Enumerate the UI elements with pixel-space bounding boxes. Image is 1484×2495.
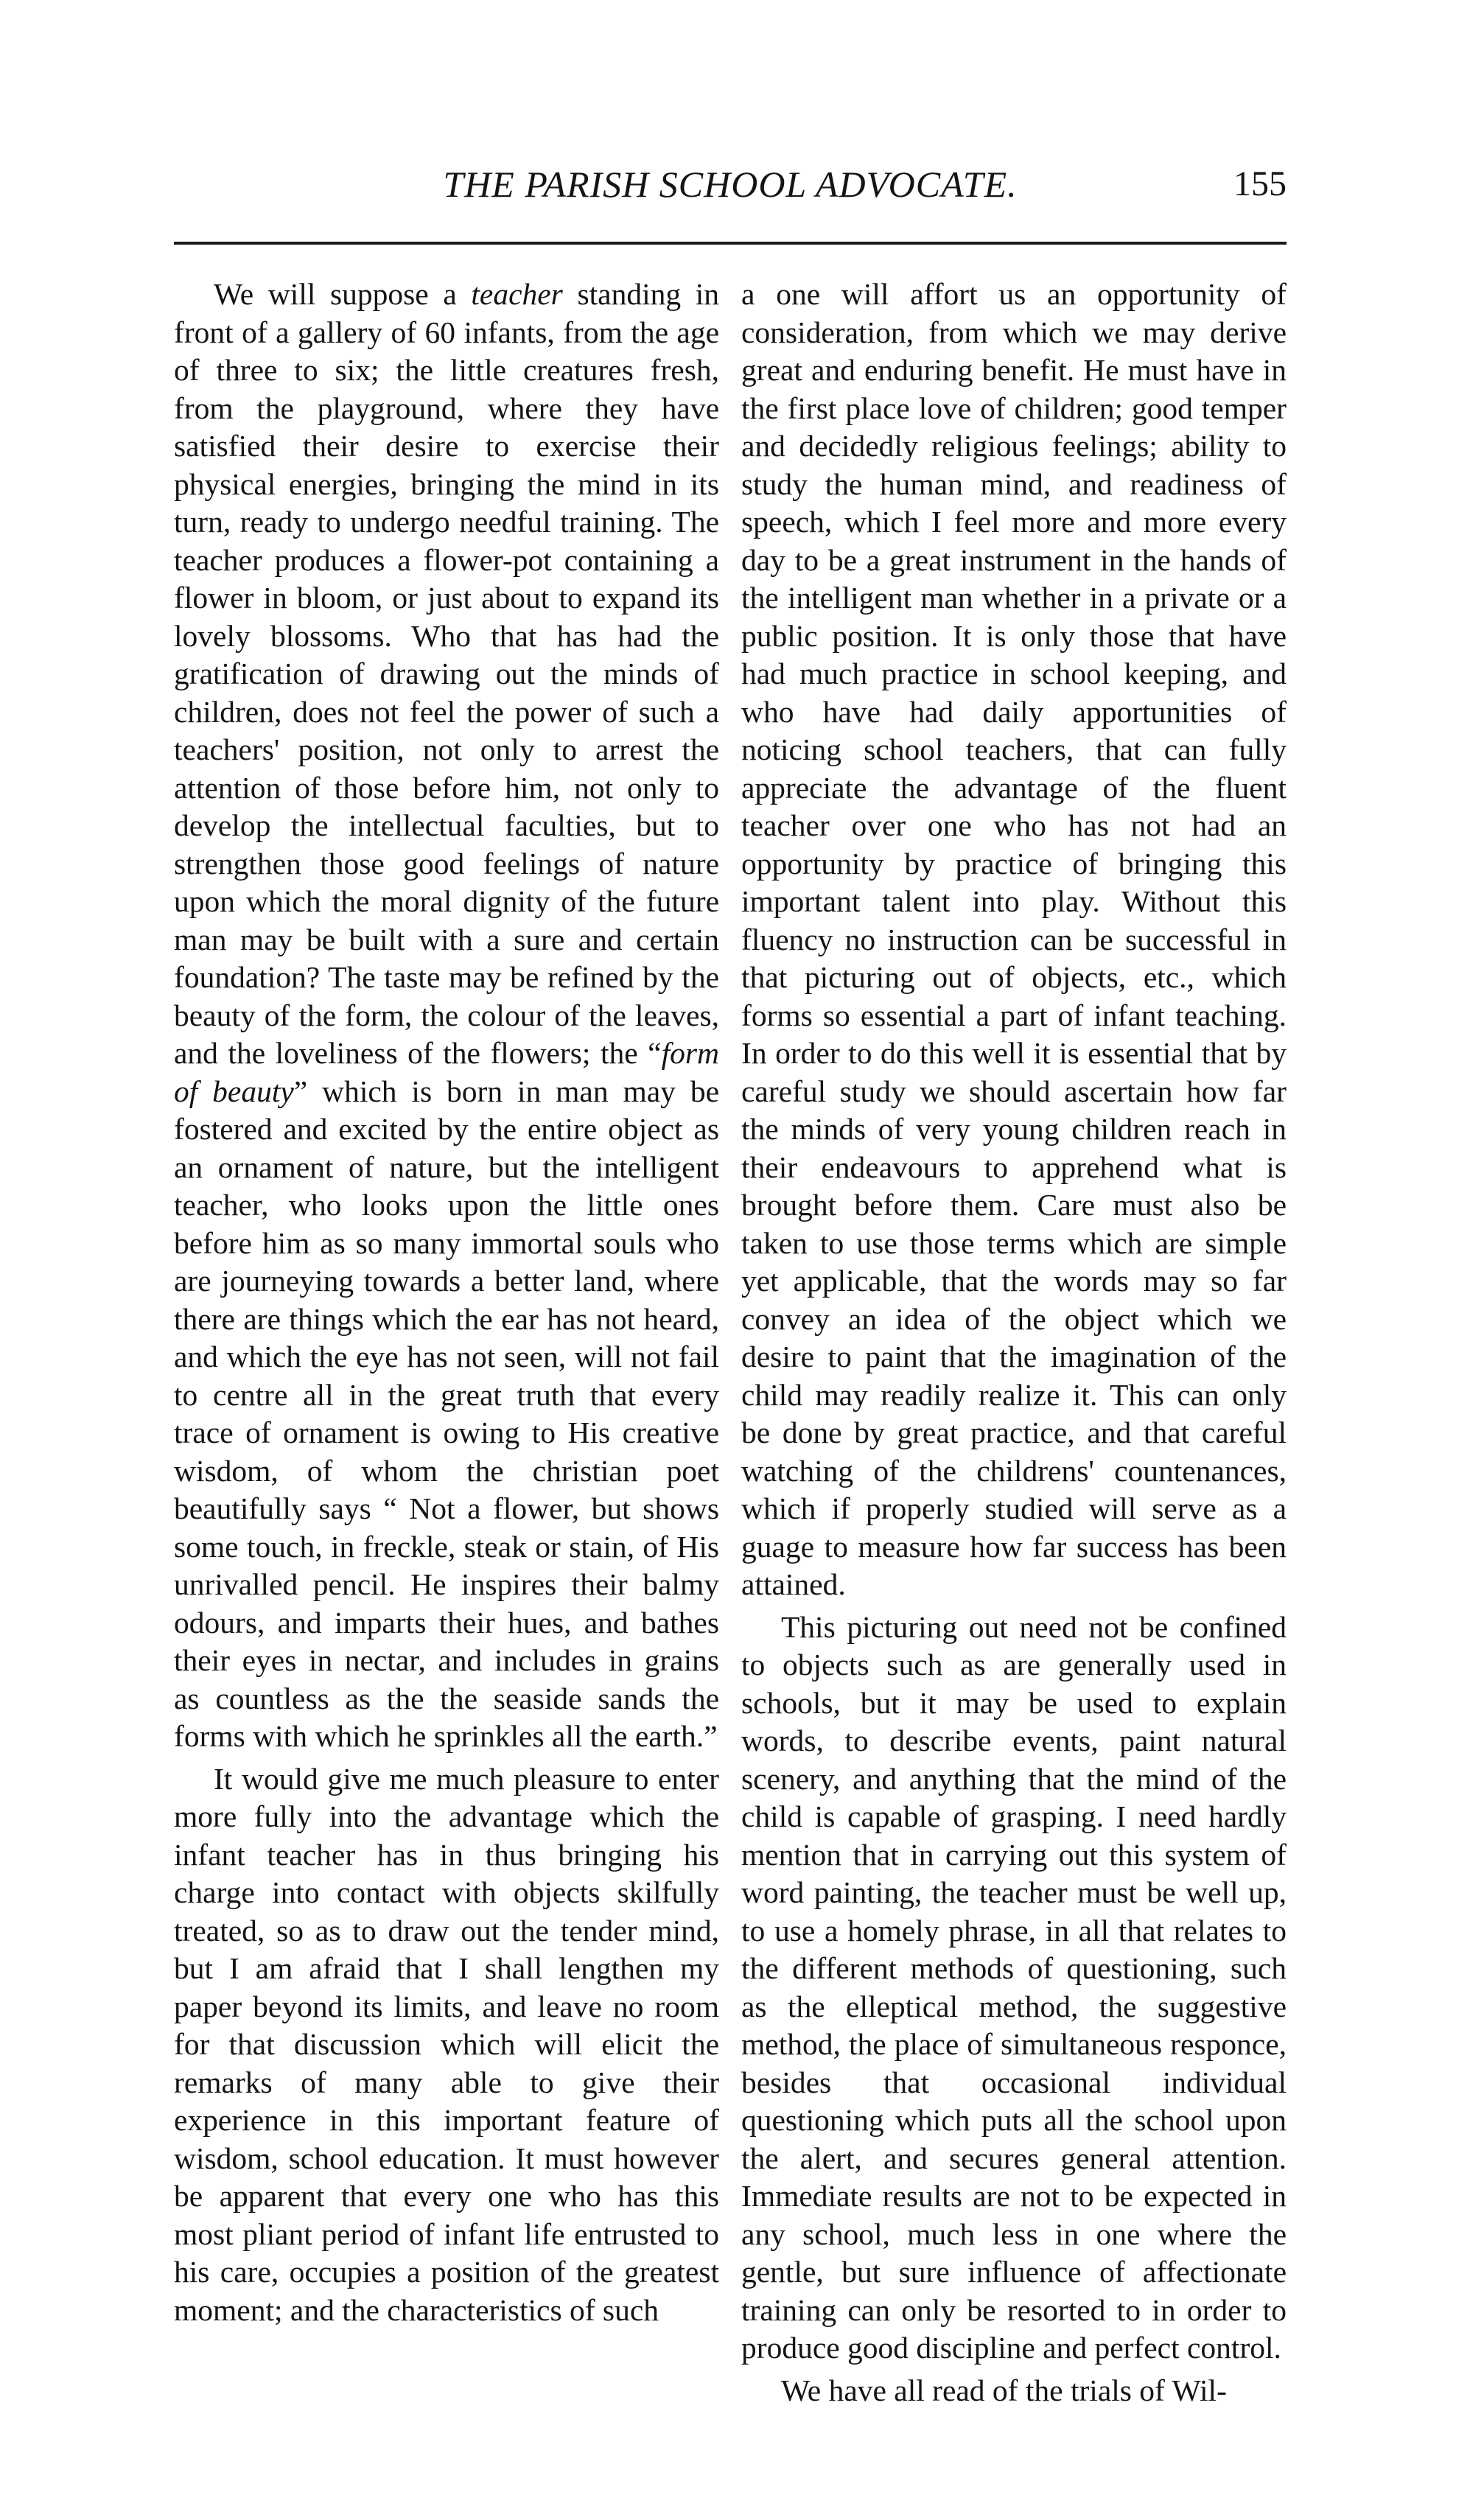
paragraph [174,276,719,1756]
paragraph-text: ” which is born in man may be fostered and excited by the entire object as an ornament of nature, but the intelligent teacher, who looks upon the little ones before him as so many immortal souls who are journeying towards a better land, where there are things which the ear has not heard, and which the eye has not seen, will not fail to centre all in the great truth that every trace of ornament is owing to His creative wisdom, of whom the christian poet beautifully says “ Not a flower, but shows some touch, in freckle, steak or stain, of His unrivalled pencil. He inspires their balmy odours, and imparts their hues, and bathes their eyes in nectar, and includes in grains as countless as the the seaside sands the forms with which he sprinkles all the earth.” [174,1074,719,1753]
paragraph-text: standing in front of a gallery of 60 infants, from the age of three to six; the little creatures fresh, from the playground, where they have satisfied their desire to exercise their physical energies, bringing the mind in its turn, ready to undergo needful training. The teacher produces a flower-pot containing a flower in bloom, or just about to expand its lovely blossoms. Who that has had the gratification of drawing out the minds of children, does not feel the power of such a teachers' position, not only to arrest the attention of those before him, not only to develop the intellectual faculties, but to strengthen those good feelings of nature upon which the moral dignity of the future man may be built with a sure and certain foundation? The taste may be refined by the beauty of the form, the colour of the leaves, and the loveliness of the flowers; the “ [174,277,719,1070]
paragraph: It would give me much pleasure to enter more fully into the advantage which the infant teacher has in thus bringing his charge into contact with objects skilfully treated, so as to draw out the tender mind, but I am afraid that I shall lengthen my paper beyond its limits, and leave no room for that discussion which will elicit the remarks of many able to give their experience in this important feature of wisdom, school education. It must however be apparent that every one who has this most pliant period of infant life entrusted to his care, occupies a position of the greatest moment; and the characteristics of such [174,1761,719,2327]
running-title: THE PARISH SCHOOL ADVOCATE. [443,164,1018,205]
italic-form-of-beauty: form of beauty [174,1036,719,1108]
left-column [174,276,719,2329]
paragraph: This picturing out need not be confined to objects such as are generally used in schools, but it may be used to explain words, to describe events, paint natural scenery, and anything that the mind of the child is capable of grasping. I need hardly mention that in carrying out this system of word painting, the teacher must be well up, to use a homely phrase, in all that relates to the different methods of questioning, such as the elleptical method, the suggestive method, the place of simultaneous responce, besides that occasional individual questioning which puts all the school upon the alert, and secures general attention. Immediate results are not to be expected in any school, much less in one where the gentle, but sure influence of affectionate training can only be resorted to in order to produce good discipline and perfect control. [741,1609,1287,2365]
italic-teacher: teacher [471,277,563,311]
header-rule [174,242,1287,245]
paragraph-continuation: a one will affort us an opportunity of consideration, from which we may derive great and enduring benefit. He must have in the first place love of children; good temper and decidedly religious feelings; ability to study the human mind, and readiness of speech, which I feel more and more every day to be a great instrument in the hands of the intelligent man whether in a private or a public position. It is only those that have had much practice in school keeping, and who have had daily apportunities of noticing school teachers, that can fully appreciate the advantage of the fluent teacher over one who has not had an opportunity by practice of bringing this important talent into play. Without this fluency no instruction can be successful in that picturing out of objects, etc., which forms so essential a part of infant teaching. In order to do this well it is essential that by careful study we should ascertain how far the minds of very young children reach in their endeavours to apprehend what is brought before them. Care must also be taken to use those terms which are simple yet applicable, that the words may so far convey an idea of the object which we desire to paint that the imagination of the child may readily realize it. This can only be done by great practice, and that careful watching of the childrens' countenances, which if properly studied will serve as a guage to measure how far success has been attained. [741,277,1287,1601]
paragraph-text: We will suppose a [213,277,472,311]
right-column [741,276,1287,2410]
paragraph: We have all read of the trials of Wil- [780,2373,1227,2407]
running-header [174,161,1287,220]
page-number: 155 [1233,164,1287,203]
